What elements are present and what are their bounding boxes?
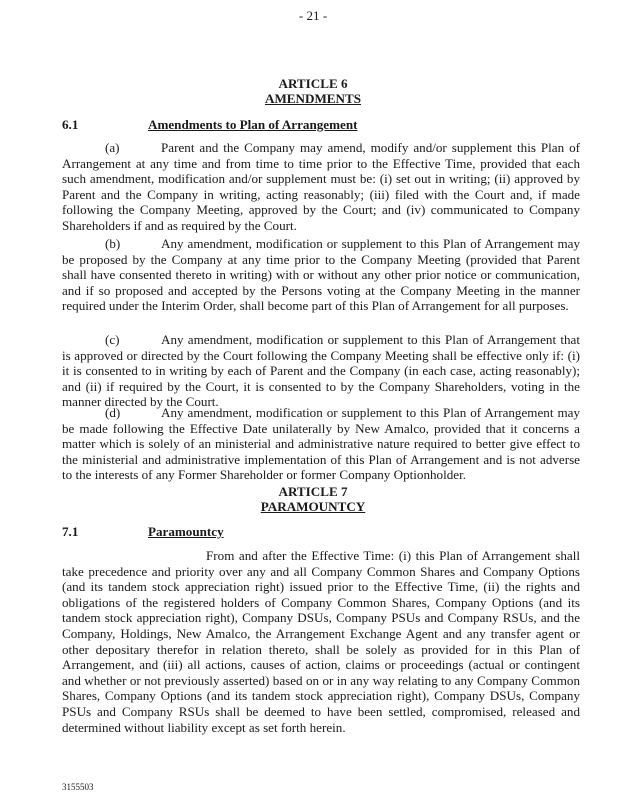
article-6-title: AMENDMENTS — [264, 91, 362, 106]
paragraph-label: (c) — [105, 332, 120, 347]
article-7-title: PARAMOUNTCY — [260, 499, 366, 514]
paragraph-label: (d) — [105, 405, 121, 420]
paragraph-text: From and after the Effective Time: (i) this Plan of Arrangement shall take precedence and priority over any and all Company Common Shares and Company Options (and its tandem stock appreciation right) issued prior to the Effective Time, (ii) the rights and obligations of the registered holders of Company Common Shares, Company Options (and its tandem stock appreciation right), Company DSUs, Company PSUs and Company RSUs, and the Company, Holdings, New Amalco, the Arrangement Exchange Agent and any transfer agent or other depositary therefor in relation thereto, shall be solely as provided for in this Plan of Arrangement, and (iii) all actions, causes of action, claims or proceedings (actual or contingent and whether or not previously asserted) based on or in any way relating to any Company Common Shares, Company Options (and its tandem stock appreciation right), Company DSUs, Company PSUs and Company RSUs shall be deemed to have been settled, compromised, released and determined without liability except as set forth herein. — [62, 548, 580, 735]
paragraph-6-1-b — [62, 236, 580, 314]
section-6-1-title: Amendments to Plan of Arrangement — [148, 117, 358, 132]
paragraph-6-1-a — [62, 140, 580, 234]
page-number: - 21 - — [298, 8, 328, 23]
paragraph-label: (b) — [105, 236, 121, 251]
paragraph-text: Any amendment, modification or supplement to this Plan of Arrangement may be proposed by the Company at any time prior to the Company Meeting (provided that Parent shall have consented thereto in writing) with or without any other prior notice or communication, and if so proposed and accepted by the Persons voting at the Company Meeting in the manner required under the Interim Order, shall become part of this Plan of Arrangement for all purposes. — [62, 236, 580, 314]
document-id: 3155503 — [62, 782, 94, 792]
paragraph-label: (a) — [105, 140, 120, 155]
paragraph-text: Any amendment, modification or supplement to this Plan of Arrangement that is approved or directed by the Court following the Company Meeting shall be effective only if: (i) it is consented to in writing by each of Parent and the Company (in each case, acting reasonably); and (ii) if required by the Court, it is consented to by the Company Shareholders, voting in the manner directed by the Court. — [62, 332, 580, 410]
paragraph-7-1 — [62, 548, 580, 735]
article-6-heading: ARTICLE 6 — [278, 76, 348, 91]
article-7-heading: ARTICLE 7 — [278, 484, 348, 499]
paragraph-6-1-d — [62, 405, 580, 483]
section-7-1-number: 7.1 — [62, 524, 79, 539]
section-7-1-title: Paramountcy — [148, 524, 224, 539]
paragraph-text: Any amendment, modification or supplement to this Plan of Arrangement may be made following the Effective Date unilaterally by New Amalco, provided that it concerns a matter which is solely of an ministerial and administrative nature required to better give effect to the ministerial and administrative implementation of this Plan of Arrangement and is not adverse to the interests of any Former Shareholder or former Company Optionholder. — [62, 405, 580, 483]
paragraph-6-1-c — [62, 332, 580, 410]
section-6-1-number: 6.1 — [62, 117, 79, 132]
paragraph-text: Parent and the Company may amend, modify and/or supplement this Plan of Arrangement at any time and from time to time prior to the Effective Time, provided that each such amendment, modification and/or supplement must be: (i) set out in writing; (ii) approved by Parent and the Company in writing, acting reasonably; (iii) filed with the Court and, if made following the Company Meeting, approved by the Court; and (iv) communicated to Company Shareholders if and as required by the Court. — [62, 140, 580, 233]
